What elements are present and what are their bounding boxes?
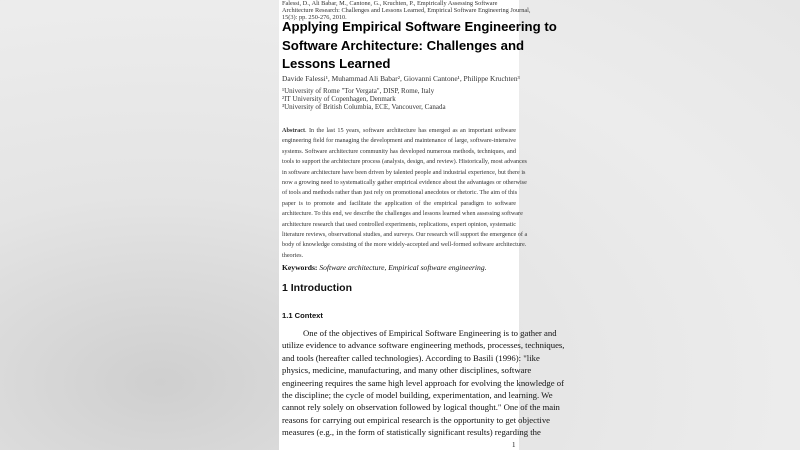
abstract-line [282,128,516,134]
keywords-text: Software architecture, Empirical software engineering. [317,263,487,272]
body-line: the discipline; the cycle of model building, experimentation, and learning. We [282,390,553,400]
abstract-text: . In the last 15 years, software architecture has emerged as an important software [305,127,516,134]
body-line: cannot rely solely on observation followed by logical thought." One of the main [282,402,560,413]
affiliation: ¹University of Rome "Tor Vergata", DISP, Rome, Italy [282,87,435,95]
abstract-line: theories. [282,251,304,259]
body-line: physics, medicine, manufacturing, and many other disciplines, software [282,365,532,376]
abstract-line: engineering field for managing the development and maintenance of large, software-intensive [282,137,516,145]
body-line: engineering requires the same high level approach for evolving the knowledge of [282,377,565,388]
abstract-line: body of knowledge consisting of the more widely-accepted and well-formed software architecture. [282,241,527,249]
keywords [282,264,516,272]
abstract-line: systems. Software architecture community has developed numerous methods, techniques, and [282,147,516,155]
section-heading: 1 Introduction [282,282,352,294]
page-number: 1 [512,441,516,449]
citation-line: 15(3): pp. 250-276, 2010. [282,14,347,21]
abstract-line: of tools and methods rather than just rely on promotional anecdotes or rhetoric. The aim of this [282,189,518,197]
document-page [279,0,565,450]
abstract-line: tools to support the architecture process (analysis, design, and review). Historically, most advances [282,158,527,166]
paper-title: Software Architecture: Challenges and [282,38,525,53]
abstract-line: architecture research that used controlled experiments, replications, expert opinion, systematic [282,220,516,228]
abstract-line: paper is to promote and facilitate the application of the empirical paradigm to software [282,199,516,207]
paper-title: Lessons Learned [282,56,391,71]
subsection-heading: 1.1 Context [282,311,323,320]
body-line: reasons for carrying out empirical research is the opportunity to get objective [282,414,551,425]
authors: Davide Falessi¹, Muhammad Ali Babar², Giovanni Cantone¹, Philippe Kruchten³ [282,74,520,83]
paper-title: Applying Empirical Software Engineering to [282,19,557,34]
abstract-line: now a growing need to systematically gather empirical evidence about the advantages or otherwise [282,179,527,186]
citation-line: Falessi, D., Ali Babar, M., Cantone, G., Kruchten, P., Empirically Assessing Software [282,0,498,7]
citation-line: Architecture Research: Challenges and Lessons Learned, Empirical Software Engineering Journal, [282,7,531,14]
abstract-label: Abstract [282,127,306,134]
body-line: and tools (hereafter called technologies). According to Basili (1996): "like [282,352,540,363]
body-line: One of the objectives of Empirical Software Engineering is to gather and [303,328,557,338]
abstract-line: architecture. To this end, we describe the challenges and lessons learned when assessing software [282,210,523,218]
body-line: measures (e.g., in the form of statistically significant results) regarding the [282,427,541,438]
affiliation: ²IT University of Copenhagen, Denmark [282,95,396,103]
keywords-label: Keywords: [282,263,318,272]
abstract-line: in software architecture have been driven by talented people and industrial experience, but there is [282,168,526,176]
abstract-line: literature reviews, observational studies, and surveys. Our research will support the emergence of a [282,231,528,238]
affiliation: ³University of British Columbia, ECE, Vancouver, Canada [282,103,446,111]
body-line: utilize evidence to advance software engineering methods, processes, techniques, [282,340,565,351]
